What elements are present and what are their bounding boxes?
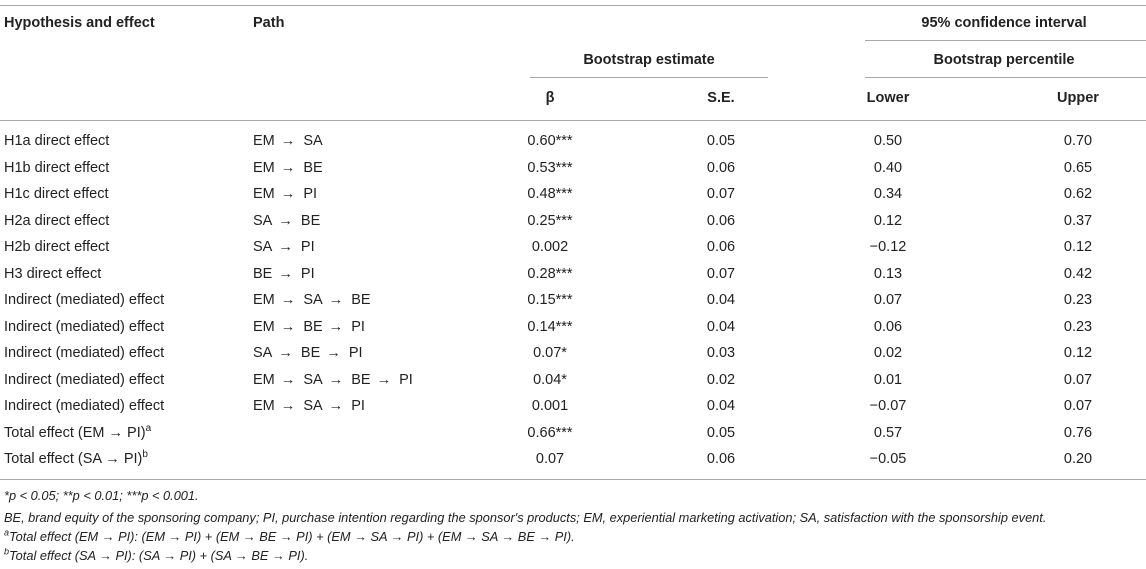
cell-upper: 0.23: [1063, 292, 1093, 308]
path-node: PI: [351, 318, 365, 335]
path-node: PI: [351, 398, 365, 414]
path-node: EM: [253, 186, 275, 202]
cell-beta: 0.001: [531, 398, 569, 414]
arrow-icon: →: [324, 292, 348, 308]
cell-beta: 0.53***: [527, 159, 573, 176]
path-node: SA: [303, 292, 323, 308]
path-node: PI: [300, 265, 315, 282]
arrow-icon: →: [276, 159, 300, 176]
cell-beta: 0.14***: [527, 318, 573, 335]
cell-lower: 0.13: [873, 265, 903, 282]
cell-beta: 0.48***: [527, 186, 573, 202]
cell-se: 0.07: [706, 265, 736, 282]
cell-lower: −0.05: [869, 451, 907, 467]
cell-beta: 0.28***: [527, 265, 573, 282]
cell-path: [253, 132, 323, 150]
cell-upper: 0.20: [1063, 451, 1093, 467]
header-bootstrap-percentile: Bootstrap percentile: [933, 52, 1075, 68]
path-node: SA: [303, 133, 323, 149]
cell-effect: Indirect (mediated) effect: [4, 398, 165, 414]
path-node: SA: [253, 239, 273, 255]
path-node: SA: [253, 212, 273, 229]
cell-se: 0.04: [706, 398, 736, 414]
cell-se: 0.06: [706, 212, 736, 229]
cell-path: [253, 371, 413, 389]
path-node: EM: [253, 398, 275, 414]
note-abbreviations: BE, brand equity of the sponsoring company; PI, purchase intention regarding the sponsor's products; EM, experiential marketing activation; SA, satisfaction with the sponsorship event.: [4, 510, 1047, 525]
cell-upper: 0.70: [1063, 133, 1093, 149]
arrow-icon: →: [322, 345, 345, 361]
cell-lower: 0.02: [873, 345, 903, 361]
cell-lower: 0.57: [873, 424, 903, 441]
path-node: BE: [300, 212, 321, 229]
arrow-icon: →: [324, 371, 348, 388]
path-node: PI: [399, 371, 413, 388]
note-footnote-a: [4, 529, 575, 545]
arrow-icon: →: [276, 133, 300, 149]
footnote-b-text: Total effect (SA → PI): (SA → PI) + (SA → BE → PI).: [9, 548, 309, 563]
cell-lower: 0.40: [873, 159, 903, 176]
cell-upper: 0.12: [1063, 345, 1093, 361]
cell-effect: H1b direct effect: [4, 159, 110, 176]
cell-se: 0.02: [706, 371, 736, 388]
path-node: SA: [303, 398, 323, 414]
cell-beta: 0.07: [535, 451, 565, 467]
cell-beta: 0.04*: [533, 371, 567, 388]
cell-path: [253, 265, 315, 283]
cell-beta: 0.60***: [527, 133, 573, 149]
table-top-rule: [0, 5, 1146, 6]
cell-beta: 0.002: [531, 239, 569, 255]
footnote-a-mark: a: [4, 527, 10, 538]
arrow-icon: →: [274, 212, 297, 229]
note-footnote-b: [4, 548, 308, 564]
arrow-icon: →: [276, 318, 300, 335]
arrow-icon: →: [276, 398, 300, 414]
cell-beta: 0.66***: [527, 424, 573, 441]
cell-se: 0.05: [706, 424, 736, 441]
path-node: SA: [253, 345, 273, 361]
path-node: EM: [253, 292, 275, 308]
cell-se: 0.04: [706, 318, 736, 335]
cell-path: [253, 318, 365, 336]
path-node: EM: [253, 371, 275, 388]
cell-effect: Indirect (mediated) effect: [4, 292, 165, 308]
cell-effect: Indirect (mediated) effect: [4, 371, 165, 388]
arrow-icon: →: [276, 186, 300, 202]
cell-effect: H2b direct effect: [4, 239, 110, 255]
path-node: EM: [253, 318, 275, 335]
cell-se: 0.03: [706, 345, 736, 361]
path-node: BE: [300, 345, 321, 361]
cell-path: [253, 291, 371, 309]
effect-label: Total effect (EM → PI): [4, 424, 146, 441]
cell-lower: 0.34: [873, 186, 903, 202]
cell-effect: H3 direct effect: [4, 265, 102, 282]
path-node: SA: [303, 371, 323, 388]
header-bootstrap-estimate: Bootstrap estimate: [583, 52, 715, 68]
cell-upper: 0.37: [1063, 212, 1093, 229]
path-node: EM: [253, 159, 275, 176]
note-significance: *p < 0.05; **p < 0.01; ***p < 0.001.: [4, 488, 199, 503]
path-node: BE: [351, 292, 371, 308]
effect-label: Total effect (SA → PI): [4, 451, 143, 467]
cell-lower: 0.12: [873, 212, 903, 229]
cell-lower: 0.07: [873, 292, 903, 308]
cell-lower: 0.06: [873, 318, 903, 335]
path-node: PI: [348, 345, 363, 361]
cell-se: 0.06: [706, 451, 736, 467]
path-node: PI: [303, 186, 318, 202]
cell-effect: Indirect (mediated) effect: [4, 345, 165, 361]
footnote-mark: b: [142, 449, 148, 461]
cell-effect: Indirect (mediated) effect: [4, 318, 165, 335]
cell-beta: 0.15***: [527, 292, 573, 308]
header-path: Path: [253, 15, 285, 31]
cell-lower: 0.50: [873, 133, 903, 149]
cell-se: 0.06: [706, 239, 736, 255]
cell-path: [253, 238, 315, 256]
table-bottom-rule: [0, 479, 1146, 480]
arrow-icon: →: [274, 345, 297, 361]
cell-path: [253, 185, 317, 203]
cell-effect: [4, 424, 151, 442]
footnote-b-mark: b: [4, 546, 10, 557]
footnote-a-text: Total effect (EM → PI): (EM → PI) + (EM → BE → PI) + (EM → SA → PI) + (EM → SA → BE → PI).: [9, 529, 575, 544]
header-bottom-rule: [0, 120, 1146, 121]
path-node: PI: [300, 239, 315, 255]
header-hypothesis: Hypothesis and effect: [4, 15, 155, 31]
cell-se: 0.04: [706, 292, 736, 308]
cell-upper: 0.07: [1063, 398, 1093, 414]
header-estimate-rule: [530, 77, 768, 78]
cell-upper: 0.07: [1063, 371, 1093, 388]
header-upper: Upper: [1057, 90, 1099, 106]
header-beta: β: [545, 90, 555, 106]
path-node: EM: [253, 133, 275, 149]
path-node: BE: [303, 159, 323, 176]
arrow-icon: →: [276, 371, 300, 388]
header-se: S.E.: [707, 90, 735, 106]
cell-path: [253, 397, 365, 415]
cell-upper: 0.42: [1063, 265, 1093, 282]
arrow-icon: →: [274, 239, 297, 255]
cell-se: 0.07: [706, 186, 736, 202]
arrow-icon: →: [372, 371, 396, 388]
cell-beta: 0.25***: [527, 212, 573, 229]
cell-beta: 0.07*: [533, 345, 567, 361]
cell-upper: 0.23: [1063, 318, 1093, 335]
arrow-icon: →: [276, 292, 300, 308]
cell-path: [253, 159, 323, 177]
cell-effect: H1c direct effect: [4, 186, 109, 202]
cell-effect: H2a direct effect: [4, 212, 110, 229]
cell-lower: −0.07: [869, 398, 907, 414]
header-percentile-rule: [865, 77, 1146, 78]
header-ci-group: 95% confidence interval: [921, 15, 1087, 31]
cell-upper: 0.12: [1063, 239, 1093, 255]
path-node: BE: [253, 265, 273, 282]
cell-upper: 0.62: [1063, 186, 1093, 202]
cell-lower: −0.12: [869, 239, 907, 255]
header-ci-rule: [865, 40, 1146, 41]
path-node: BE: [351, 371, 371, 388]
cell-se: 0.06: [706, 159, 736, 176]
cell-se: 0.05: [706, 133, 736, 149]
cell-path: [253, 344, 363, 362]
cell-upper: 0.76: [1063, 424, 1093, 441]
arrow-icon: →: [324, 318, 348, 335]
cell-path: [253, 212, 320, 230]
footnote-mark: a: [145, 422, 152, 434]
cell-lower: 0.01: [873, 371, 903, 388]
cell-effect: [4, 450, 148, 468]
cell-effect: H1a direct effect: [4, 133, 110, 149]
header-lower: Lower: [866, 90, 910, 106]
cell-upper: 0.65: [1063, 159, 1093, 176]
arrow-icon: →: [274, 265, 297, 282]
path-node: BE: [303, 318, 323, 335]
arrow-icon: →: [324, 398, 348, 414]
